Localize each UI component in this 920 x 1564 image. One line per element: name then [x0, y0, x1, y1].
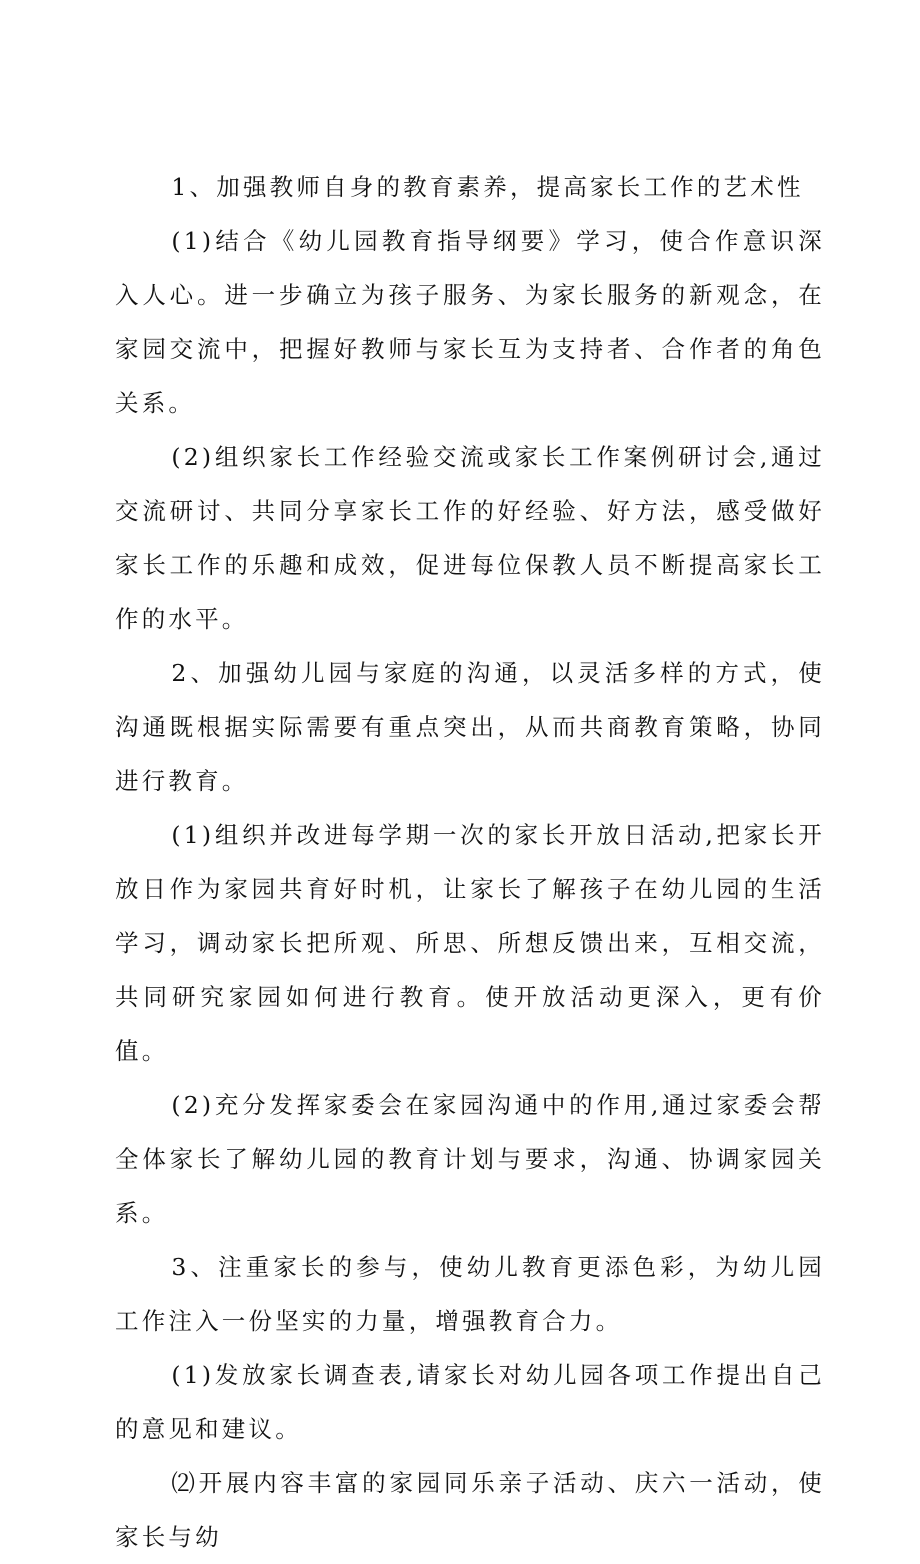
paragraph-item-3-1: (1)发放家长调查表,请家长对幼儿园各项工作提出自己的意见和建议。: [115, 1361, 825, 1443]
document-body: [115, 160, 825, 1564]
paragraph-item-2-1: (1)组织并改进每学期一次的家长开放日活动,把家长开放日作为家园共育好时机，让家长了解孩子在幼儿园的生活学习，调动家长把所观、所思、所想反馈出来，互相交流，共同研究家园如何进行教育。使开放活动更深入，更有价值。: [115, 821, 825, 1065]
paragraph-item-3-2: ⑵开展内容丰富的家园同乐亲子活动、庆六一活动，使家长与幼: [115, 1469, 825, 1551]
section-heading-3: 3、注重家长的参与，使幼儿教育更添色彩，为幼儿园工作注入一份坚实的力量，增强教育合力。: [115, 1253, 825, 1335]
paragraph-item-1-2: (2)组织家长工作经验交流或家长工作案例研讨会,通过交流研讨、共同分享家长工作的好经验、好方法，感受做好家长工作的乐趣和成效，促进每位保教人员不断提高家长工作的水平。: [115, 443, 825, 633]
section-heading-2: 2、加强幼儿园与家庭的沟通，以灵活多样的方式，使沟通既根据实际需要有重点突出，从而共商教育策略，协同进行教育。: [115, 659, 825, 795]
paragraph-item-2-2: (2)充分发挥家委会在家园沟通中的作用,通过家委会帮全体家长了解幼儿园的教育计划与要求，沟通、协调家园关系。: [115, 1091, 825, 1227]
paragraph-item-1-1: (1)结合《幼儿园教育指导纲要》学习，使合作意识深入人心。进一步确立为孩子服务、为家长服务的新观念，在家园交流中，把握好教师与家长互为支持者、合作者的角色关系。: [115, 227, 825, 417]
section-heading-1: 1、加强教师自身的教育素养，提高家长工作的艺术性: [171, 173, 804, 201]
